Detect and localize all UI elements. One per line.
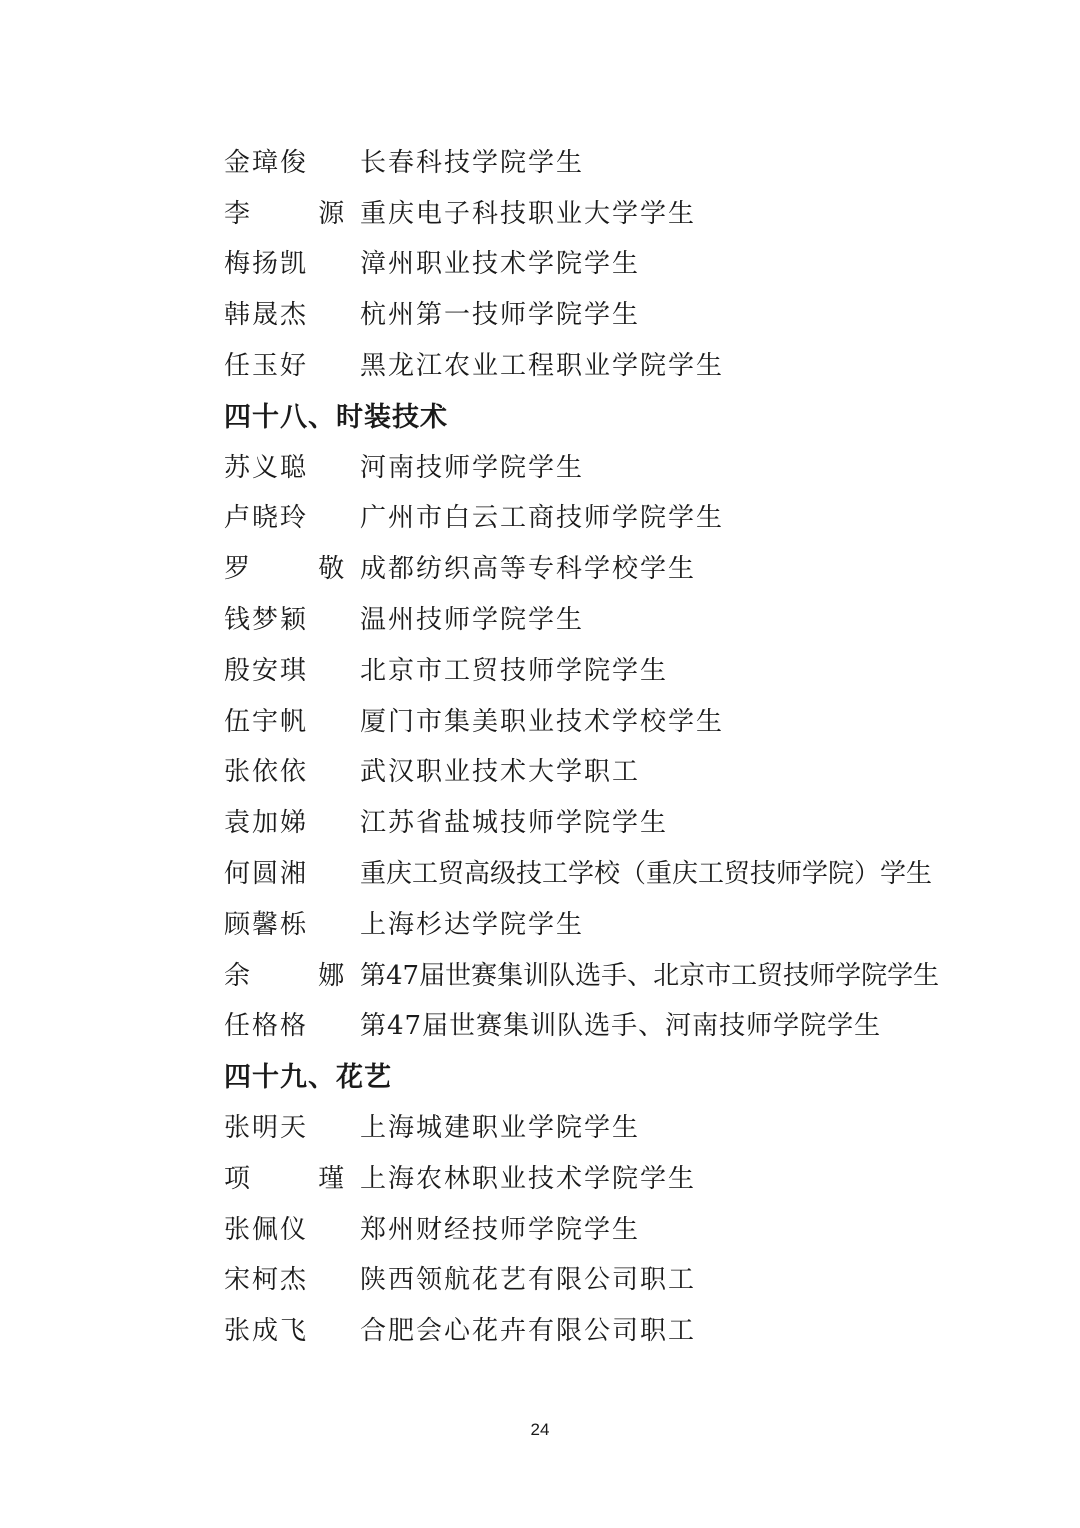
person-name: 余 娜 bbox=[224, 960, 375, 991]
person-name: 梅扬凯 bbox=[224, 249, 309, 280]
affiliation: 杭州第一技师学院学生 bbox=[360, 300, 641, 331]
list-item bbox=[224, 491, 1004, 542]
list-item bbox=[224, 1253, 1004, 1304]
affiliation: 武汉职业技术大学职工 bbox=[360, 757, 641, 788]
person-name: 苏义聪 bbox=[224, 452, 309, 483]
affiliation: 陕西领航花艺有限公司职工 bbox=[360, 1265, 697, 1296]
affiliation: 温州技师学院学生 bbox=[360, 605, 585, 636]
affiliation: 黑龙江农业工程职业学院学生 bbox=[360, 351, 725, 382]
affiliation: 上海城建职业学院学生 bbox=[360, 1113, 641, 1144]
affiliation: 重庆工贸高级技工学校（重庆工贸技师学院）学生 bbox=[360, 859, 933, 890]
list-item bbox=[224, 186, 1004, 237]
person-name: 张成飞 bbox=[224, 1316, 309, 1347]
affiliation: 成都纺织高等专科学校学生 bbox=[360, 554, 697, 585]
section-heading: 四十九、花艺 bbox=[224, 1062, 392, 1094]
list-item bbox=[224, 1100, 1004, 1151]
list-item bbox=[224, 541, 1004, 592]
person-name: 张依依 bbox=[224, 757, 309, 788]
award-list bbox=[224, 135, 1004, 1354]
list-item bbox=[224, 948, 1004, 999]
list-item bbox=[224, 795, 1004, 846]
affiliation: 郑州财经技师学院学生 bbox=[360, 1214, 641, 1245]
affiliation: 广州市白云工商技师学院学生 bbox=[360, 503, 725, 534]
list-item bbox=[224, 694, 1004, 745]
person-name: 韩晟杰 bbox=[224, 300, 309, 331]
person-name: 金璋俊 bbox=[224, 147, 309, 178]
affiliation: 上海杉达学院学生 bbox=[360, 909, 585, 940]
affiliation: 长春科技学院学生 bbox=[360, 147, 585, 178]
person-name: 任玉好 bbox=[224, 351, 309, 382]
person-name: 张佩仪 bbox=[224, 1214, 309, 1245]
person-name: 顾馨栎 bbox=[224, 909, 309, 940]
list-item bbox=[224, 1303, 1004, 1354]
section-heading: 四十八、时装技术 bbox=[224, 401, 448, 433]
person-name: 何圆湘 bbox=[224, 859, 309, 890]
affiliation: 厦门市集美职业技术学校学生 bbox=[360, 706, 725, 737]
list-item bbox=[224, 897, 1004, 948]
list-item bbox=[224, 999, 1004, 1050]
list-item bbox=[224, 287, 1004, 338]
person-name: 项 瑾 bbox=[224, 1163, 375, 1194]
person-name: 张明天 bbox=[224, 1113, 309, 1144]
affiliation: 河南技师学院学生 bbox=[360, 452, 585, 483]
person-name: 殷安琪 bbox=[224, 655, 309, 686]
affiliation: 上海农林职业技术学院学生 bbox=[360, 1163, 697, 1194]
person-name: 任格格 bbox=[224, 1011, 309, 1042]
affiliation: 合肥会心花卉有限公司职工 bbox=[360, 1316, 697, 1347]
list-item bbox=[224, 440, 1004, 491]
list-item bbox=[224, 745, 1004, 796]
person-name: 钱梦颖 bbox=[224, 605, 309, 636]
list-item bbox=[224, 643, 1004, 694]
person-name: 罗 敬 bbox=[224, 554, 375, 585]
list-item bbox=[224, 1202, 1004, 1253]
list-item bbox=[224, 338, 1004, 389]
person-name: 宋柯杰 bbox=[224, 1265, 309, 1296]
person-name: 袁加娣 bbox=[224, 808, 309, 839]
page-number: 24 bbox=[530, 1420, 550, 1439]
affiliation: 漳州职业技术学院学生 bbox=[360, 249, 641, 280]
affiliation: 江苏省盐城技师学院学生 bbox=[360, 808, 669, 839]
person-name: 卢晓玲 bbox=[224, 503, 309, 534]
list-item bbox=[224, 592, 1004, 643]
affiliation: 第47届世赛集训队选手、河南技师学院学生 bbox=[360, 1011, 882, 1042]
list-item bbox=[224, 1151, 1004, 1202]
person-name: 李 源 bbox=[224, 198, 375, 229]
list-item bbox=[224, 846, 1004, 897]
affiliation: 第47届世赛集训队选手、北京市工贸技师学院学生 bbox=[360, 960, 940, 991]
list-item bbox=[224, 135, 1004, 186]
affiliation: 北京市工贸技师学院学生 bbox=[360, 655, 669, 686]
list-item bbox=[224, 237, 1004, 288]
affiliation: 重庆电子科技职业大学学生 bbox=[360, 198, 697, 229]
person-name: 伍宇帆 bbox=[224, 706, 309, 737]
